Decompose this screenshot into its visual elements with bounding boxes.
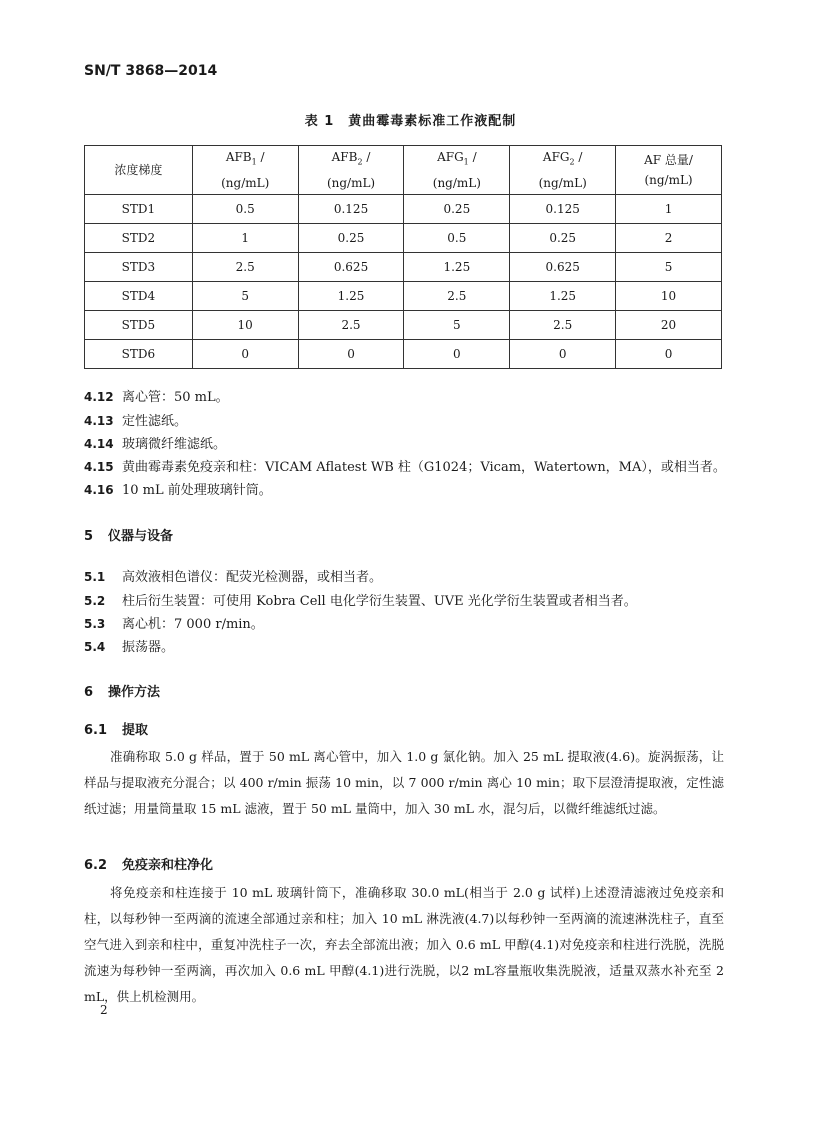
list-item: 4.16 10 mL 前处理玻璃针筒。 bbox=[84, 483, 272, 498]
table-row bbox=[85, 224, 722, 253]
table-cell: 0.5 bbox=[192, 195, 298, 224]
table-cell: 0 bbox=[510, 340, 616, 369]
table-cell: 2.5 bbox=[192, 253, 298, 282]
table-cell: 0.25 bbox=[404, 195, 510, 224]
table-cell: 2.5 bbox=[404, 282, 510, 311]
list-item: 5.1 高效液相色谱仪：配荧光检测器，或相当者。 bbox=[84, 570, 383, 585]
row-label: STD1 bbox=[85, 195, 193, 224]
section-5-heading: 5 仪器与设备 bbox=[84, 529, 174, 544]
list-item: 4.12 离心管：50 mL。 bbox=[84, 390, 229, 405]
table-cell: 1 bbox=[192, 224, 298, 253]
subsection-6-1-heading: 6.1 提取 bbox=[84, 723, 149, 738]
header-afb2: $AFB_2$ / (ng/mL) bbox=[298, 146, 404, 195]
table-header-row bbox=[85, 146, 722, 195]
table-cell: 2 bbox=[616, 224, 722, 253]
table-cell: 2.5 bbox=[510, 311, 616, 340]
list-item: 5.2 柱后衍生装置：可使用 Kobra Cell 电化学衍生装置、UVE 光化学衍生装置或者相当者。 bbox=[84, 594, 637, 609]
table-cell: 0.5 bbox=[404, 224, 510, 253]
page-number: 2 bbox=[100, 1003, 108, 1017]
table-row bbox=[85, 195, 722, 224]
paragraph-6-1: 准确称取 5.0 g 样品，置于 50 mL 离心管中，加入 1.0 g 氯化钠。加入 25 mL 提取液(4.6)。旋涡振荡，让样品与提取液充分混合；以 400 r/min 振荡 10 min，以 7 000 r/min 离心 10 min；取下层澄清提取液，定性滤纸过滤；用量筒量取 15 mL 滤液，置于 50 mL 量筒中，加入 30 mL 水，混匀后，以微纤维滤纸过滤。 bbox=[84, 749, 724, 816]
table-cell: 1.25 bbox=[510, 282, 616, 311]
table-row bbox=[85, 340, 722, 369]
table-cell: 0.125 bbox=[510, 195, 616, 224]
list-item: 4.13 定性滤纸。 bbox=[84, 414, 188, 429]
header-afg2: $AFG_2$ / (ng/mL) bbox=[510, 146, 616, 195]
table-cell: 1.25 bbox=[404, 253, 510, 282]
table-number: 表 1 bbox=[304, 114, 335, 129]
table-cell: 2.5 bbox=[298, 311, 404, 340]
list-item: 4.15 黄曲霉毒素免疫亲和柱：VICAM Aflatest WB 柱（G1024；Vicam，Watertown，MA），或相当者。 bbox=[84, 460, 726, 475]
row-label: STD5 bbox=[85, 311, 193, 340]
table-cell: 10 bbox=[192, 311, 298, 340]
table-cell: 0.25 bbox=[298, 224, 404, 253]
list-item: 4.14 玻璃微纤维滤纸。 bbox=[84, 437, 227, 452]
table-title bbox=[0, 110, 821, 129]
header-afb1: $AFB_1$ / (ng/mL) bbox=[192, 146, 298, 195]
table-cell: 1 bbox=[616, 195, 722, 224]
table-cell: 20 bbox=[616, 311, 722, 340]
section-6-heading: 6 操作方法 bbox=[84, 685, 161, 700]
table-cell: 0 bbox=[192, 340, 298, 369]
table-cell: 0.625 bbox=[510, 253, 616, 282]
row-label: STD2 bbox=[85, 224, 193, 253]
table-cell: 0 bbox=[616, 340, 722, 369]
header-afg1: $AFG_1$ / (ng/mL) bbox=[404, 146, 510, 195]
list-item: 5.4 振荡器。 bbox=[84, 640, 175, 655]
table-cell: 0 bbox=[404, 340, 510, 369]
subsection-6-2-heading: 6.2 免疫亲和柱净化 bbox=[84, 858, 214, 873]
table-row bbox=[85, 253, 722, 282]
table-row bbox=[85, 282, 722, 311]
paragraph-6-2: 将免疫亲和柱连接于 10 mL 玻璃针筒下，准确移取 30.0 mL(相当于 2.0 g 试样)上述澄清滤液过免疫亲和柱，以每秒钟一至两滴的流速全部通过亲和柱；加入 10 mL 淋洗液(4.7)以每秒钟一至两滴的流速淋洗柱子，直至空气进入到亲和柱中，重复冲洗柱子一次，弃去全部流出液；加入 0.6 mL 甲醇(4.1)对免疫亲和柱进行洗脱，洗脱流速为每秒钟一至两滴，再次加入 0.6 mL 甲醇(4.1)进行洗脱，以2 mL容量瓶收集洗脱液，适量双蒸水补充至 2 mL，供上机检测用。 bbox=[84, 885, 724, 1004]
table-cell: 5 bbox=[192, 282, 298, 311]
table-cell: 0.25 bbox=[510, 224, 616, 253]
table-title-text: 黄曲霉毒素标准工作液配制 bbox=[348, 114, 517, 129]
header-af-total: AF 总量/ (ng/mL) bbox=[616, 146, 722, 195]
row-label: STD4 bbox=[85, 282, 193, 311]
table-cell: 1.25 bbox=[298, 282, 404, 311]
table-cell: 5 bbox=[404, 311, 510, 340]
table-cell: 10 bbox=[616, 282, 722, 311]
list-item: 5.3 离心机：7 000 r/min。 bbox=[84, 617, 264, 632]
standard-solution-table bbox=[84, 145, 722, 369]
row-label: STD3 bbox=[85, 253, 193, 282]
table-row bbox=[85, 311, 722, 340]
table-cell: 0.125 bbox=[298, 195, 404, 224]
table-cell: 0.625 bbox=[298, 253, 404, 282]
header-concentration: 浓度梯度 bbox=[85, 146, 193, 195]
row-label: STD6 bbox=[85, 340, 193, 369]
table-cell: 0 bbox=[298, 340, 404, 369]
table-cell: 5 bbox=[616, 253, 722, 282]
standard-code: SN/T 3868—2014 bbox=[84, 63, 218, 79]
